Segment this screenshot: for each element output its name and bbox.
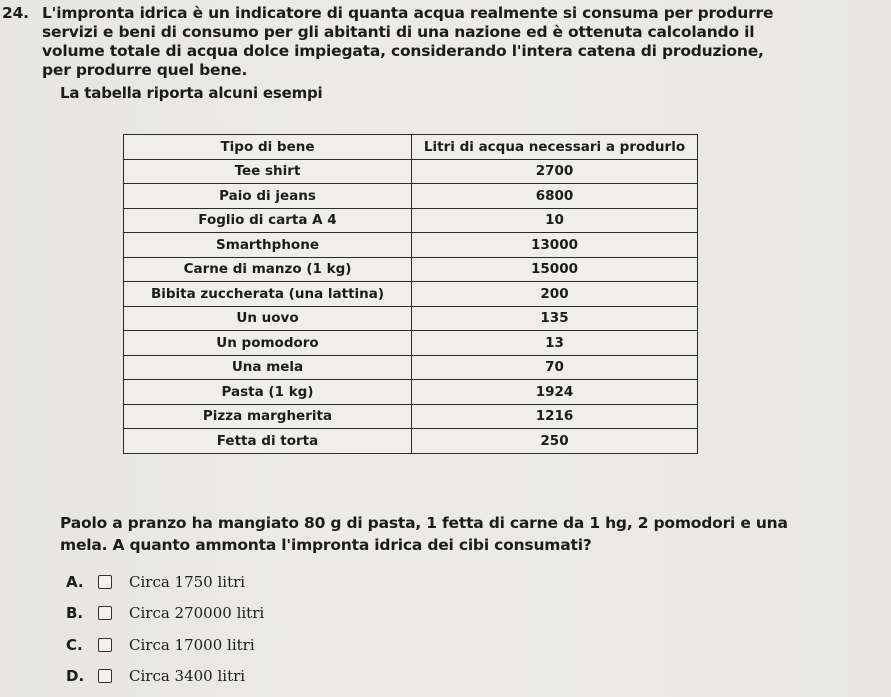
row-item: Un pomodoro xyxy=(124,331,412,356)
answer-options xyxy=(66,566,264,692)
option-text: Circa 270000 litri xyxy=(129,604,265,623)
option-b[interactable] xyxy=(66,598,264,630)
option-letter: B. xyxy=(66,604,84,623)
option-text: Circa 3400 litri xyxy=(129,667,246,686)
option-letter: D. xyxy=(66,667,85,686)
table-row xyxy=(124,429,698,454)
option-d-checkbox[interactable] xyxy=(98,669,112,683)
question-line: mela. A quanto ammonta l'impronta idrica dei cibi consumati? xyxy=(60,536,592,554)
option-text: Circa 1750 litri xyxy=(129,572,246,591)
table-row xyxy=(124,404,698,429)
option-a-checkbox[interactable] xyxy=(98,575,112,589)
row-liters: 1216 xyxy=(412,404,698,429)
row-item: Bibita zuccherata (una lattina) xyxy=(124,282,412,307)
option-c-checkbox[interactable] xyxy=(98,638,112,652)
table-row xyxy=(124,159,698,184)
water-footprint-table xyxy=(123,134,698,454)
row-item: Paio di jeans xyxy=(124,184,412,209)
row-liters: 135 xyxy=(412,306,698,331)
option-c[interactable] xyxy=(66,629,264,661)
option-letter: A. xyxy=(66,572,84,591)
option-letter: C. xyxy=(66,635,83,654)
intro-line: L'impronta idrica è un indicatore di quanta acqua realmente si consuma per produrre xyxy=(42,4,774,22)
table-header-row xyxy=(124,135,698,160)
question-line: Paolo a pranzo ha mangiato 80 g di pasta, 1 fetta di carne da 1 hg, 2 pomodori e una xyxy=(60,514,788,532)
row-liters: 70 xyxy=(412,355,698,380)
table-lead-text: La tabella riporta alcuni esempi xyxy=(60,84,323,102)
table-row xyxy=(124,355,698,380)
intro-line: volume totale di acqua dolce impiegata, considerando l'intera catena di produzione, xyxy=(42,42,764,60)
row-liters: 15000 xyxy=(412,257,698,282)
row-liters: 13000 xyxy=(412,233,698,258)
row-liters: 2700 xyxy=(412,159,698,184)
table-row xyxy=(124,184,698,209)
option-a[interactable] xyxy=(66,566,264,598)
table-row xyxy=(124,331,698,356)
row-item: Fetta di torta xyxy=(124,429,412,454)
question-text xyxy=(60,512,850,556)
option-text: Circa 17000 litri xyxy=(129,635,255,654)
exercise-number: 24. xyxy=(2,4,29,22)
row-item: Pasta (1 kg) xyxy=(124,380,412,405)
row-liters: 250 xyxy=(412,429,698,454)
header-item-type: Tipo di bene xyxy=(124,135,412,160)
exercise-intro xyxy=(2,4,802,80)
row-item: Un uovo xyxy=(124,306,412,331)
table-row xyxy=(124,208,698,233)
table-row xyxy=(124,257,698,282)
table-row xyxy=(124,282,698,307)
row-item: Smarthphone xyxy=(124,233,412,258)
option-d[interactable] xyxy=(66,661,264,693)
row-liters: 13 xyxy=(412,331,698,356)
table-row xyxy=(124,233,698,258)
row-item: Pizza margherita xyxy=(124,404,412,429)
row-item: Tee shirt xyxy=(124,159,412,184)
intro-line: per produrre quel bene. xyxy=(42,61,248,79)
row-liters: 6800 xyxy=(412,184,698,209)
intro-line: servizi e beni di consumo per gli abitanti di una nazione ed è ottenuta calcolando il xyxy=(42,23,755,41)
row-liters: 200 xyxy=(412,282,698,307)
row-liters: 10 xyxy=(412,208,698,233)
header-liters: Litri di acqua necessari a produrlo xyxy=(412,135,698,160)
table-row xyxy=(124,306,698,331)
table-row xyxy=(124,380,698,405)
row-liters: 1924 xyxy=(412,380,698,405)
row-item: Carne di manzo (1 kg) xyxy=(124,257,412,282)
row-item: Una mela xyxy=(124,355,412,380)
row-item: Foglio di carta A 4 xyxy=(124,208,412,233)
option-b-checkbox[interactable] xyxy=(98,606,112,620)
